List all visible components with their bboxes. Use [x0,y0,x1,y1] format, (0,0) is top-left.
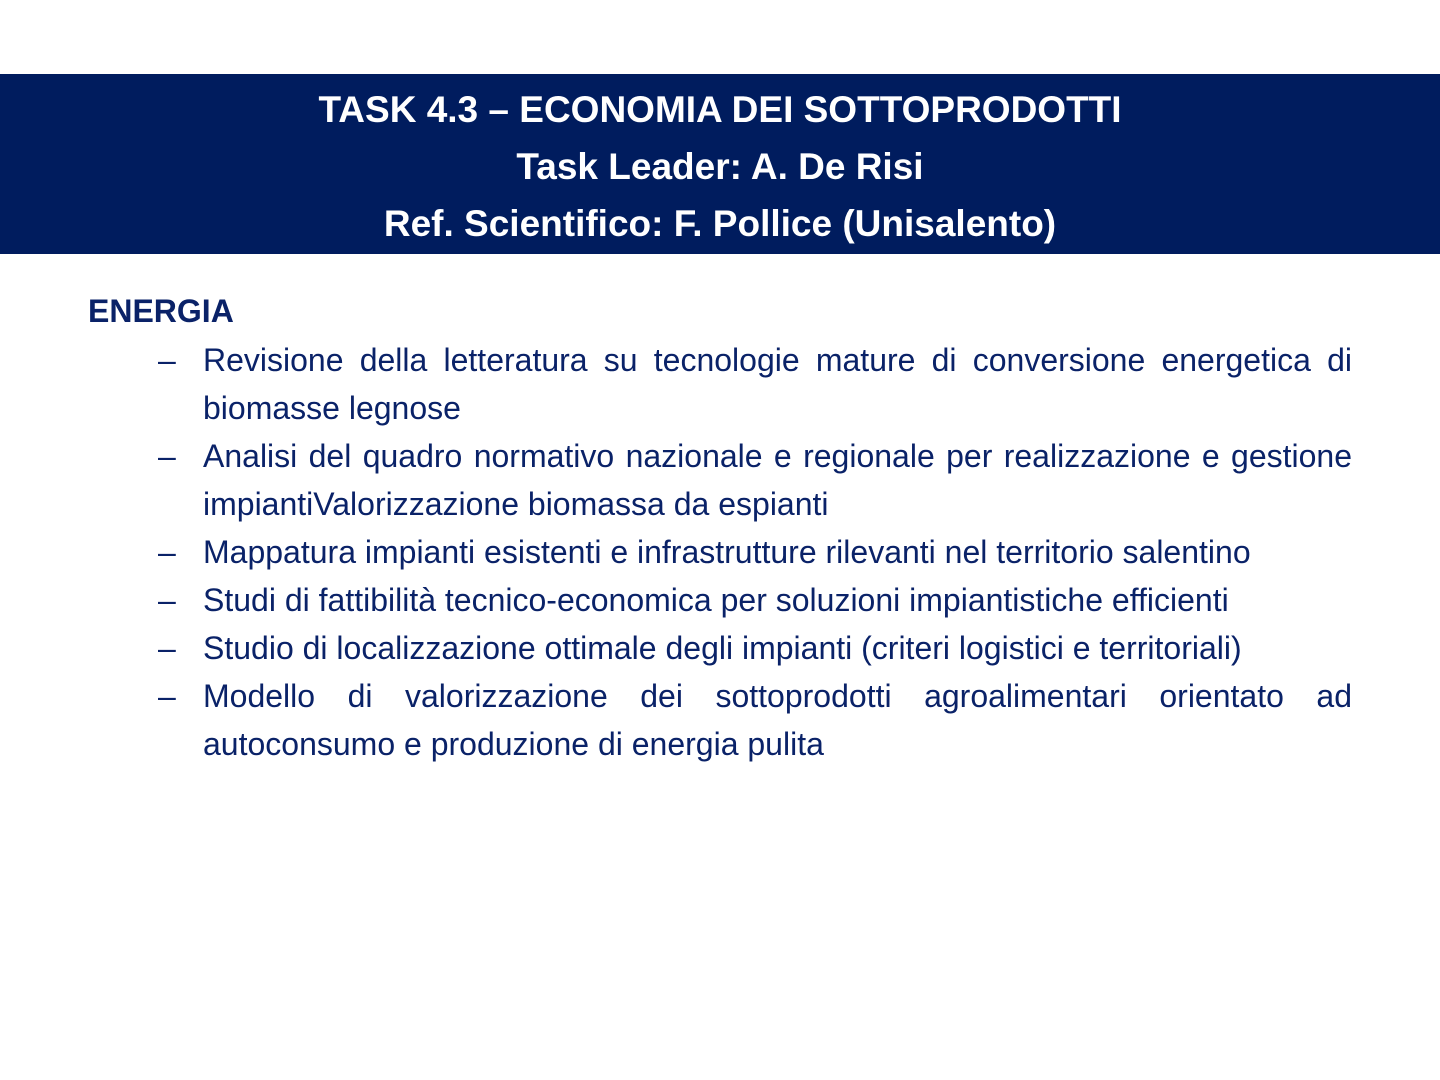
dash-bullet-icon: – [158,678,176,714]
bullet-list [88,336,1352,768]
list-item [88,336,1352,432]
list-item-text: Studio di localizzazione ottimale degli impianti (criteri logistici e territoriali) [203,630,1242,666]
dash-bullet-icon: – [158,438,176,474]
list-item-text: Analisi del quadro normativo nazionale e regionale per realizzazione e gestione impiantiValorizzazione biomassa da espianti [203,438,1352,522]
list-item [88,528,1352,576]
dash-bullet-icon: – [158,582,176,618]
list-item-text: Modello di valorizzazione dei sottoprodotti agroalimentari orientato ad autoconsumo e produzione di energia pulita [203,678,1352,762]
section-heading: ENERGIA [88,293,234,329]
list-item [88,624,1352,672]
list-item-text: Revisione della letteratura su tecnologie mature di conversione energetica di biomasse legnose [203,342,1352,426]
list-item-text: Studi di fattibilità tecnico-economica per soluzioni impiantistiche efficienti [203,582,1229,618]
list-item-text: Mappatura impianti esistenti e infrastrutture rilevanti nel territorio salentino [203,534,1251,570]
scientific-reference: Ref. Scientifico: F. Pollice (Unisalento) [383,202,1057,244]
dash-bullet-icon: – [158,342,176,378]
slide-title: TASK 4.3 – ECONOMIA DEI SOTTOPRODOTTI [318,88,1122,130]
list-item [88,432,1352,528]
dash-bullet-icon: – [158,630,176,666]
title-banner [0,74,1440,254]
list-item [88,672,1352,768]
task-leader: Task Leader: A. De Risi [516,145,924,187]
list-item [88,576,1352,624]
slide-body [88,288,1352,768]
dash-bullet-icon: – [158,534,176,570]
